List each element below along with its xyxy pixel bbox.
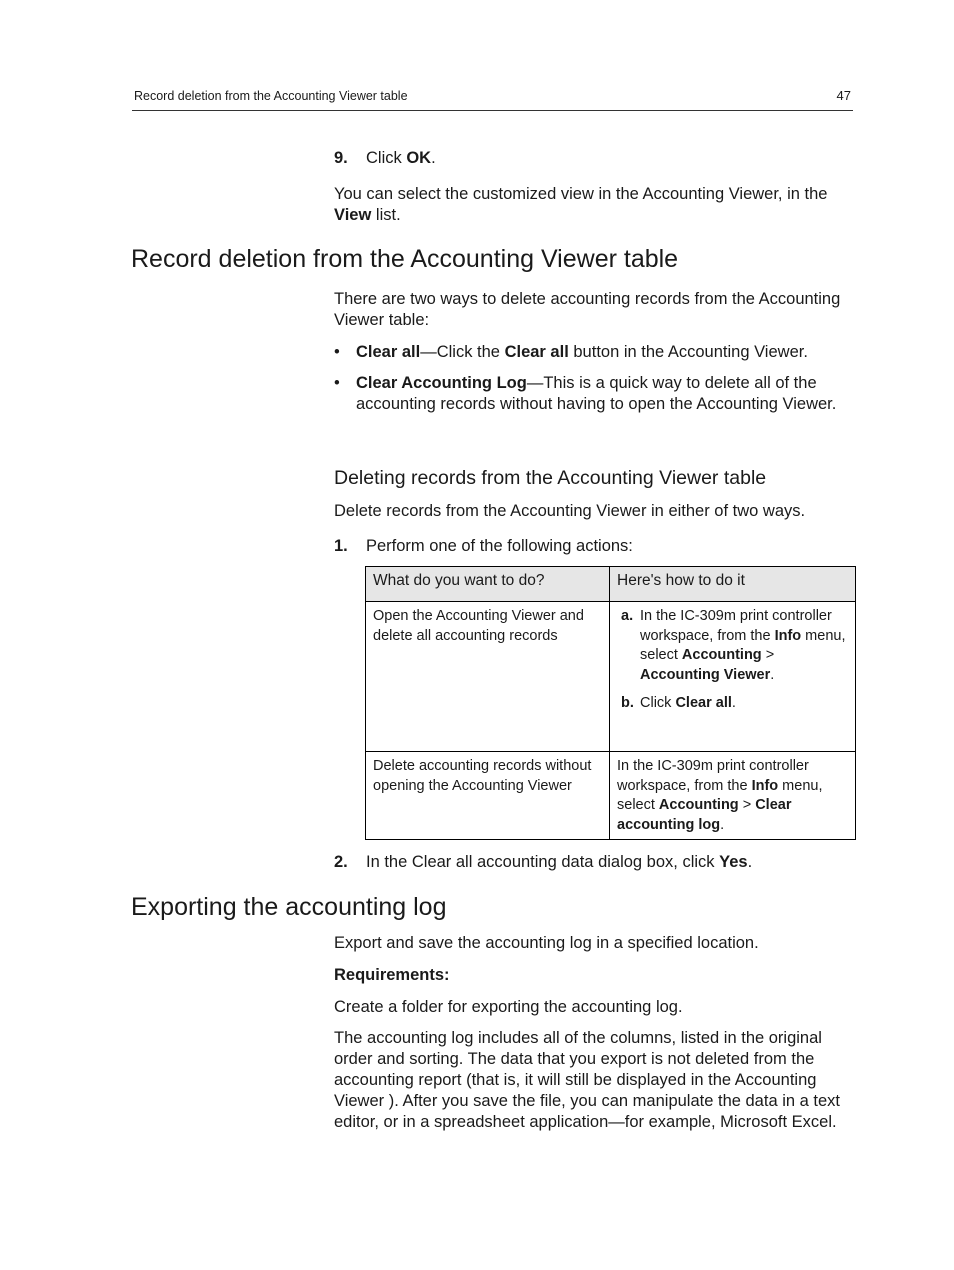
column-header: Here's how to do it [610,567,856,602]
table-row [366,752,856,840]
actions-table [365,566,856,840]
substep-a: a. In the IC-309m print controller workspace, from the Info menu, select Accounting > Accounting Viewer. [621,608,846,683]
bullet-dot: • [334,374,340,392]
substep-b: b. Click Clear all. [621,695,736,711]
table-row [366,602,856,752]
page-number: 47 [836,88,851,103]
section-heading-exporting: Exporting the accounting log [131,893,447,921]
step-number: 2. [334,853,348,871]
subsection-intro: Delete records from the Accounting Viewer in either of two ways. [334,502,806,520]
header-title: Record deletion from the Accounting Viewer table [134,89,408,103]
column-header: What do you want to do? [366,567,610,602]
step-number: 9. [334,149,348,167]
section1-intro: There are two ways to delete accounting records from the Accounting Viewer table: [334,290,841,329]
bullet-dot: • [334,343,340,361]
table-cell-how [610,602,856,752]
section2-intro: Export and save the accounting log in a specified location. [334,934,759,952]
step-text: In the Clear all accounting data dialog box, click Yes. [366,853,753,871]
step-text: Click OK. [366,149,436,167]
step-text: Perform one of the following actions: [366,537,633,555]
subsection-heading: Deleting records from the Accounting Viewer table [334,467,767,489]
table-cell-what: Delete accounting records without opening the Accounting Viewer [366,752,610,840]
requirement-text: Create a folder for exporting the accounting log. [334,998,683,1016]
view-paragraph: You can select the customized view in the Accounting Viewer, in the View list. [334,185,828,224]
running-header [132,88,853,111]
section-heading-record-deletion: Record deletion from the Accounting Viewer table [131,245,679,273]
table-cell-what: Open the Accounting Viewer and delete all accounting records [366,602,610,752]
table-cell-how: In the IC-309m print controller workspace, from the Info menu, select Accounting > Clear accounting log. [610,752,856,840]
section2-body: The accounting log includes all of the columns, listed in the original order and sorting. The data that you export is not deleted from the accounting report (that is, it will still be displayed in the Accounting Viewer ). After you save the file, you can manipulate the data in a text editor, or in a spreadsheet application—for example, Microsoft Excel. [334,1029,840,1131]
bullet-text: Clear Accounting Log—This is a quick way to delete all of the accounting records without having to open the Accounting Viewer. [356,374,837,413]
table-header-row [366,567,856,602]
bullet-text: Clear all—Click the Clear all button in the Accounting Viewer. [356,343,808,361]
requirements-label: Requirements: [334,966,450,984]
step-number: 1. [334,537,348,555]
